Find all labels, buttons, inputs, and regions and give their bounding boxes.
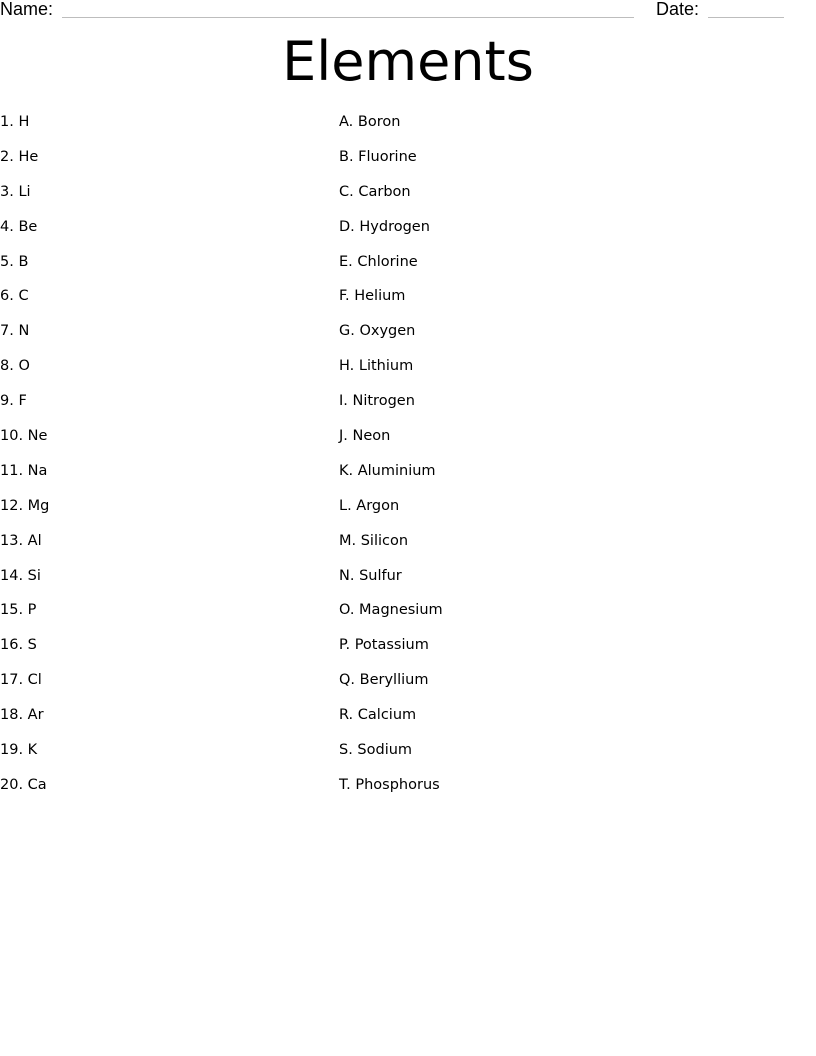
symbol-item: 20. Ca xyxy=(0,776,47,793)
element-name-item: G. Oxygen xyxy=(339,323,416,340)
symbol-item: 13. Al xyxy=(0,532,42,549)
element-name-item: F. Helium xyxy=(339,288,406,305)
element-name-item: A. Boron xyxy=(339,114,401,130)
symbol-item: 2. He xyxy=(0,148,39,165)
symbol-item: 10. Ne xyxy=(0,428,48,445)
element-name-item: L. Argon xyxy=(339,497,400,514)
element-name-item: B. Fluorine xyxy=(339,148,417,165)
element-name-item: O. Magnesium xyxy=(339,602,443,619)
element-name-item: N. Sulfur xyxy=(339,567,402,584)
name-blank-line xyxy=(62,17,634,18)
element-name-item: E. Chlorine xyxy=(339,253,418,270)
symbol-item: 16. S xyxy=(0,637,37,654)
page-title: Elements xyxy=(282,30,534,93)
symbol-item: 19. K xyxy=(0,742,38,759)
symbol-item: 6. C xyxy=(0,288,29,305)
symbol-item: 1. H xyxy=(0,114,30,130)
element-name-item: P. Potassium xyxy=(339,637,429,654)
worksheet-header xyxy=(0,0,816,24)
element-name-item: M. Silicon xyxy=(339,532,409,549)
symbol-item: 3. Li xyxy=(0,183,31,200)
element-name-item: T. Phosphorus xyxy=(339,776,440,793)
date-label: Date: xyxy=(656,0,700,19)
symbol-item: 5. B xyxy=(0,253,29,270)
element-name-item: C. Carbon xyxy=(339,183,411,200)
element-name-item: S. Sodium xyxy=(339,742,413,759)
symbol-item: 12. Mg xyxy=(0,497,50,514)
symbol-list xyxy=(0,111,49,809)
symbol-item: 15. P xyxy=(0,602,37,619)
symbol-item: 14. Si xyxy=(0,567,41,584)
symbol-item: 18. Ar xyxy=(0,707,44,724)
symbol-item: 9. F xyxy=(0,393,27,410)
element-name-item: R. Calcium xyxy=(339,707,417,724)
symbol-item: 17. Cl xyxy=(0,672,42,689)
element-name-item: I. Nitrogen xyxy=(339,393,415,410)
element-name-list xyxy=(339,111,443,809)
element-name-item: K. Aluminium xyxy=(339,462,436,479)
element-name-item: J. Neon xyxy=(339,428,391,445)
element-name-item: Q. Beryllium xyxy=(339,672,429,689)
date-blank-line xyxy=(708,17,784,18)
element-name-item: H. Lithium xyxy=(339,358,414,375)
element-name-item: D. Hydrogen xyxy=(339,218,430,235)
symbol-item: 4. Be xyxy=(0,218,38,235)
name-label: Name: xyxy=(0,0,54,19)
symbol-item: 8. O xyxy=(0,358,30,375)
symbol-item: 7. N xyxy=(0,323,30,340)
symbol-item: 11. Na xyxy=(0,462,48,479)
